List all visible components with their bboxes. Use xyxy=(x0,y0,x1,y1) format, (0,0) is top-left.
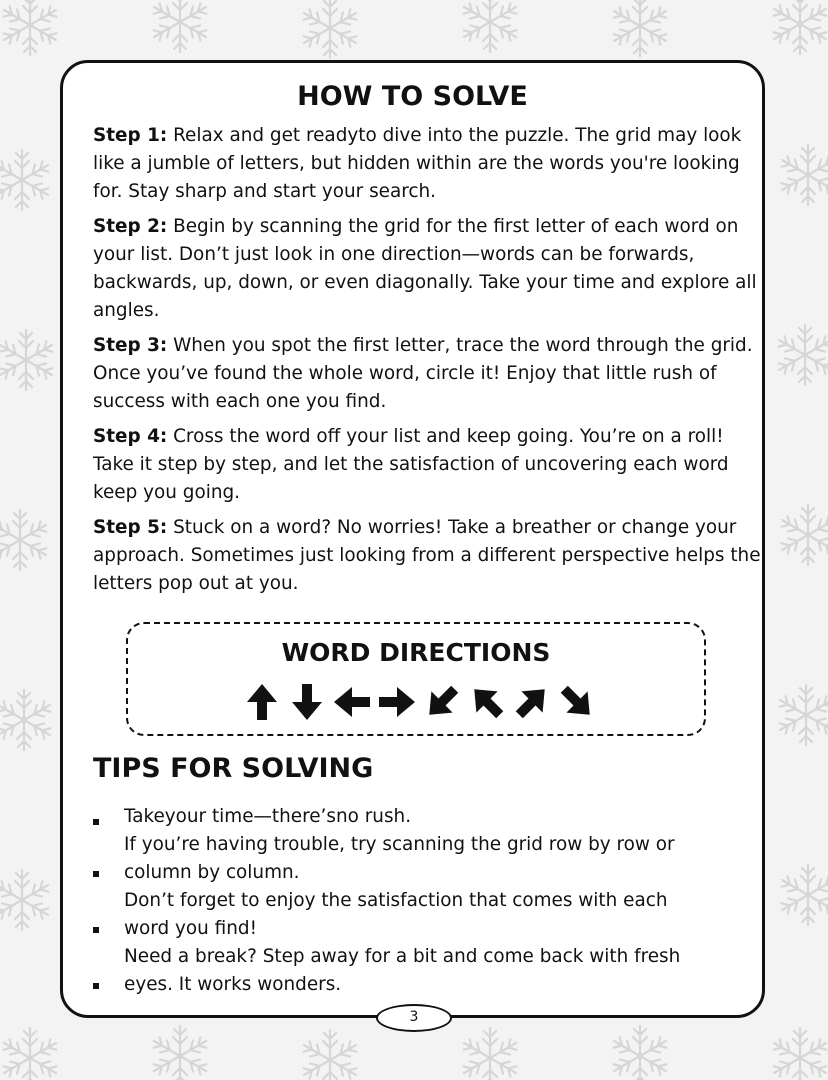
step-5 xyxy=(93,514,763,598)
step-4 xyxy=(93,423,763,507)
arrow-up-right-icon xyxy=(512,682,552,722)
how-to-solve-title: HOW TO SOLVE xyxy=(297,81,528,112)
tip-line: Need a break? Step away for a bit and come back with fresh xyxy=(124,946,681,967)
arrow-up-left-icon xyxy=(467,682,507,722)
bullet-icon xyxy=(93,819,99,825)
steps-list xyxy=(93,122,763,605)
bullet-icon xyxy=(93,927,99,933)
tip-line: If you’re having trouble, try scanning the grid row by row or xyxy=(124,834,675,855)
tip-line: Don’t forget to enjoy the satisfaction that comes with each xyxy=(124,890,668,911)
step-text: Relax and get readyto dive into the puzzle. The grid may look like a jumble of letters, but hidden within are the words you're looking for. Stay sharp and start your search. xyxy=(93,125,742,202)
arrow-up-icon xyxy=(242,682,282,722)
step-label: Step 4: xyxy=(93,426,168,447)
page-number: 3 xyxy=(376,1004,452,1032)
step-2 xyxy=(93,213,763,325)
step-3 xyxy=(93,332,763,416)
tip-line: word you find! xyxy=(124,918,257,939)
step-label: Step 3: xyxy=(93,335,168,356)
arrow-right-icon xyxy=(377,682,417,722)
step-label: Step 5: xyxy=(93,517,168,538)
tips-title: TIPS FOR SOLVING xyxy=(93,753,374,784)
tip-line: column by column. xyxy=(124,862,300,883)
bullet-icon xyxy=(93,983,99,989)
tip-line: Takeyour time—there’sno rush. xyxy=(124,806,412,827)
direction-arrows xyxy=(242,680,602,724)
step-text: When you spot the first letter, trace the word through the grid. Once you’ve found the whole word, circle it! Enjoy that little rush of success with each one you find. xyxy=(93,335,753,412)
bullet-icon xyxy=(93,871,99,877)
arrow-down-left-icon xyxy=(422,682,462,722)
step-text: Begin by scanning the grid for the first letter of each word on your list. Don’t just look in one direction—words can be forwards, backwards, up, down, or even diagonally. Take your time and explore all angles. xyxy=(93,216,757,321)
step-1 xyxy=(93,122,763,206)
word-directions-title: WORD DIRECTIONS xyxy=(281,638,551,667)
arrow-left-icon xyxy=(332,682,372,722)
arrow-down-right-icon xyxy=(557,682,597,722)
instructions-panel xyxy=(60,60,765,1018)
tips-list xyxy=(124,803,764,999)
word-directions-box xyxy=(126,622,706,736)
step-text: Stuck on a word? No worries! Take a breather or change your approach. Sometimes just looking from a different perspective helps the letters pop out at you. xyxy=(93,517,761,594)
step-text: Cross the word off your list and keep going. You’re on a roll! Take it step by step, and let the satisfaction of uncovering each word keep you going. xyxy=(93,426,729,503)
tip-line: eyes. It works wonders. xyxy=(124,974,342,995)
step-label: Step 1: xyxy=(93,125,168,146)
arrow-down-icon xyxy=(287,682,327,722)
step-label: Step 2: xyxy=(93,216,168,237)
